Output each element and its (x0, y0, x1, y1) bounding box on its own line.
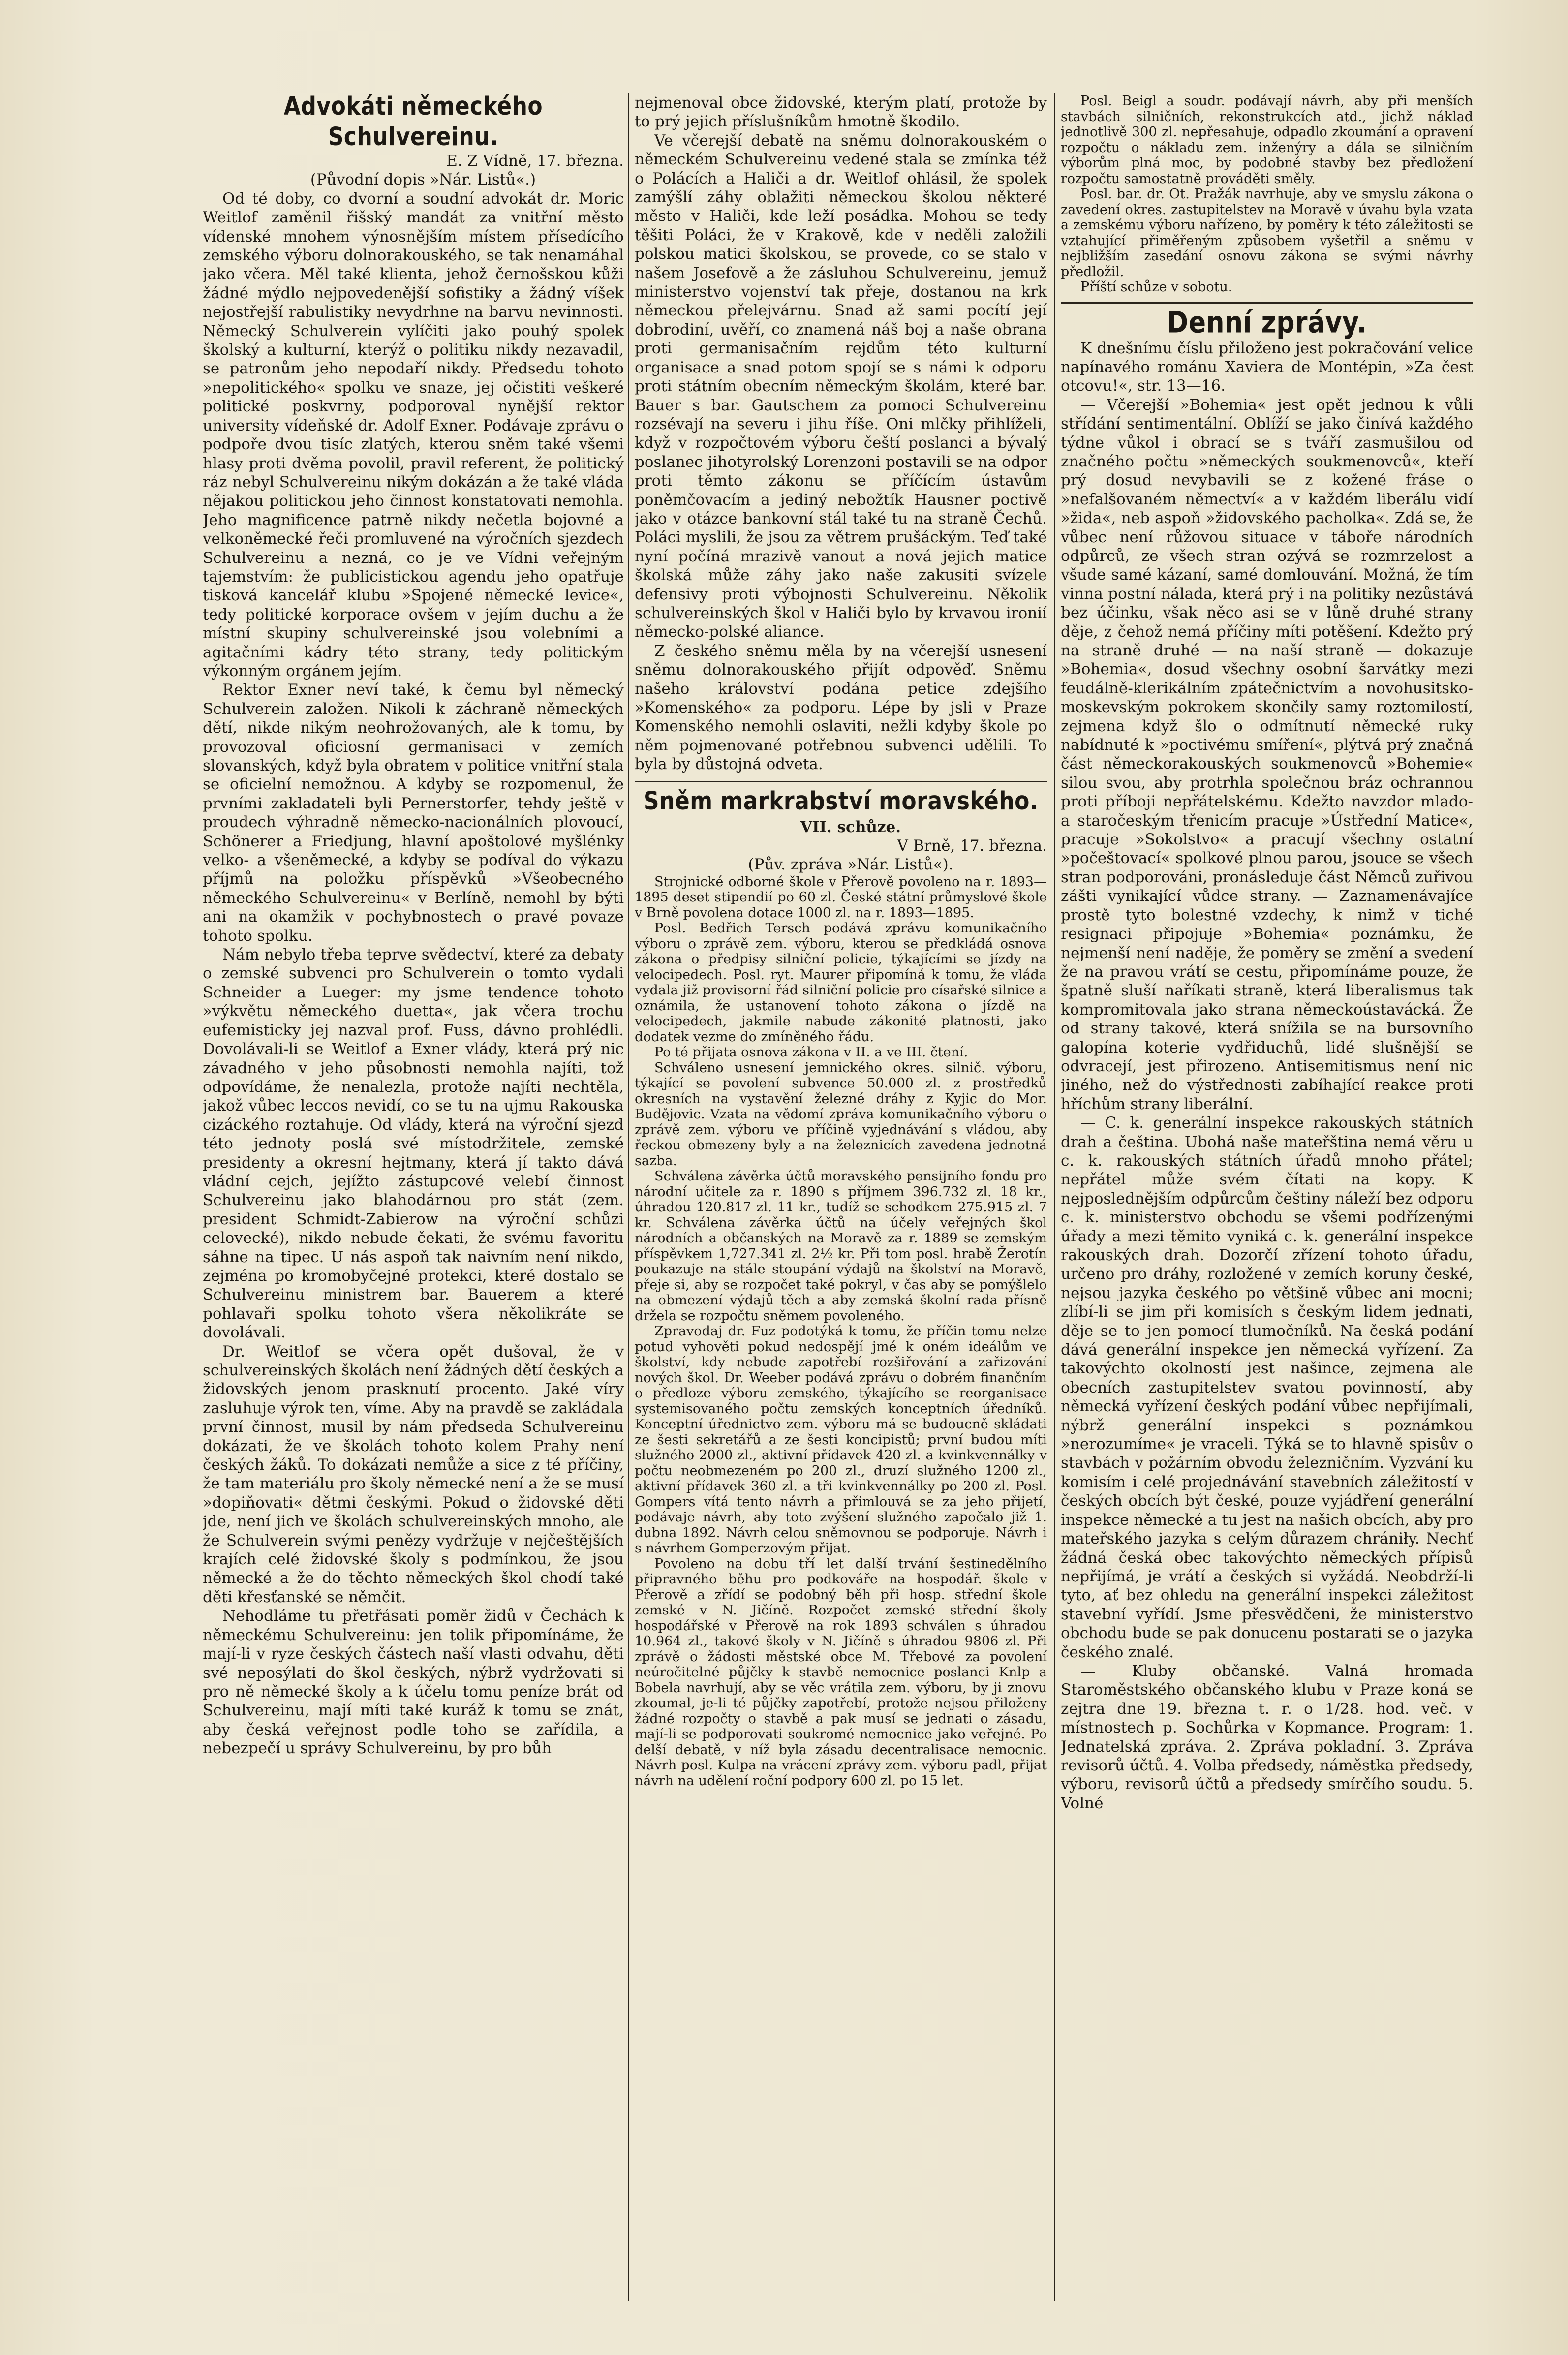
paragraph: Posl. bar. dr. Ot. Pražák navrhuje, aby ve smyslu zákona o zavedení okres. zastupitelstev na Moravě v úvahu byla vzata a zemskému výboru nařízeno, by poměry k této záležitosti se vztahující přiměřeným způsobem vyšetřil a sněmu v nejbližším zasedání osnovu zákona se svými návrhy předložil. (1061, 186, 1473, 279)
source-note: (Pův. zpráva »Nár. Listů«). (748, 856, 953, 874)
section-headline: Denní zprávy. (1167, 306, 1367, 340)
dateline: E. Z Vídně, 17. března. (446, 152, 624, 170)
column-2 (635, 93, 1047, 2301)
paragraph: Schváleno usnesení jemnického okres. silnič. výboru, týkající se povolení subvence 50.000 zl. z prostředků okresních na vystavění železné dráhy z Kyjic do Mor. Budějovic. Vzata na vědomí zpráva komunikačního výboru o zprávě zem. výboru ve příčině vyjednávání s vládou, aby řeckou obmezeny byly a na železnicích zavedena jednotná sazba. (635, 1060, 1047, 1169)
paragraph: Příští schůze v sobotu. (1080, 279, 1232, 295)
column-rule (628, 93, 629, 2301)
paragraph: Povoleno na dobu tří let další trvání šestinedělního připravného běhu pro podkováře na hospodář. škole v Přerově a zřídí se podobný běh při hosp. střední škole zemské v N. Jičíně. Rozpočet zemské střední školy hospodářské v Přerově na rok 1893 schválen s úhradou 10.964 zl., takové školy v N. Jičíně s úhradou 9806 zl. Při zprávě o žádosti městské obce M. Třebové za povolení neúročitelné půjčky k stavbě nemocnice poslanci Knlp a Bobela navrhují, aby se věc vrátila zem. výboru, by ji znovu zkoumal, je-li té půjčky zapotřebí, protože nejsou přiloženy žádné rozpočty o stavbě a pak musí se jednati o zásadu, mají-li se podporovati soukromé nemocnice jako veřejné. Po delší debatě, v níž byla zásadu decentralisace nemocnic. Návrh posl. Kulpa na vrácení zprávy zem. výboru padl, přijat návrh na udělení roční podpory 600 zl. po 15 let. (635, 1556, 1047, 1789)
paragraph: Posl. Beigl a soudr. podávají návrh, aby při menších stavbách silničních, rekonstrukcích atd., jichž náklad jednotlivě 300 zl. nepřesahuje, odpadlo zkoumání a opravení rozpočtu o nákladu zem. inženýry a dála se silničním výborům plná moc, by podobné stavby bez předložení rozpočtu samostatně prováděti směly. (1061, 93, 1473, 186)
paragraph: Dr. Weitlof se včera opět dušoval, že v schulvereinských školách není žádných dětí českých a židovských jenom prasknutí procento. Jaké víry zasluhuje výrok ten, víme. Aby na pravdě se zakládala první činnost, musil by nám předseda Schulvereinu dokázati, že ve školách tohoto kolem Prahy není českých žáků. To dokázati nemůže a sice z té příčiny, že tam materiálu pro školy německé není a že se musí »dopiňovati« dětmi českými. Pokud o židovské děti jde, není jich ve školách schulvereinských mnoho, ale že Schulverein svými penězy vydržuje v nejčeštějších krajích celé židovské školy s podmínkou, že jsou německé a že do těchto německých škol chodí také děti křesťanské se němčit. (203, 1342, 624, 1606)
paragraph: Z českého sněmu měla by na včerejší usnesení sněmu dolnorakouského přijít odpověď. Sněmu našeho království podána petice zdejšího »Komenského« za podporu. Lépe by jsli v Praze Komenského nemohli oslaviti, nežli kdyby škole po něm pojmenované potřebnou subvenci udělili. To byla by důstojná odveta. (635, 642, 1047, 774)
paragraph: Rektor Exner neví také, k čemu byl německý Schulverein založen. Nikoli k záchraně německých dětí, nikde nikým neohrožovaných, ale k tomu, by provozoval oficiosní germanisaci v zemích slovanských, když byla obratem v politice vnitřní stala se oficielní nemožnou. A kdyby se rozpomenul, že prvními zakladateli byli Pernerstorfer, tehdy ještě v proudech výhradně německo-nacionálních plovoucí, Schönerer a Friedjung, hlavní apoštolové myšlénky velko- a všeněmecké, a kdyby se podíval do výkazu příjmů na položku příspěvků »Všeobecného německého Schulvereinu« v Berlíně, nemohl by býti ani na okamžik v pochybnostech o pravé povaze tohoto spolku. (203, 681, 624, 945)
news-item: K dnešnímu číslu přiloženo jest pokračování velice napínavého románu Xaviera de Montépin, »Za čest otcovu!«, str. 13—16. (1061, 339, 1473, 395)
paragraph: nejmenoval obce židovské, kterým platí, protože by to prý jejich příslušníkům hmotně škodilo. (635, 94, 1047, 131)
source-note: (Původní dopis »Nár. Listů«.) (310, 171, 536, 189)
section-divider (1061, 302, 1473, 304)
column-3 (1061, 93, 1473, 2301)
paragraph: Nám nebylo třeba teprve svědectví, které za debaty o zemské subvenci pro Schulverein o tomto vydali Schneider a Lueger: my jsme tendence tohoto »výkvětu německého duetta«, jak včera trochu eufemisticky jej nazval prof. Fuss, dávno prohlédli. Dovolávali-li se Weitlof a Exner vlády, která prý nic závadného v jeho působnosti nemohla najíti, tož odpovídáme, že nenalezla, protože najíti nechtěla, jakož vůbec leccos nevidí, co se tu na ujmu Rakouska cizáckého roztahuje. Od vlády, která na výroční sjezd této jednoty poslá své místodržitele, zemské presidenty a okresní hejtmany, která jí takto dává vládní cejch, jejížto zástupcové velebí činnost Schulvereinu jako blahodárnou pro stát (zem. president Schmidt-Zabierow na výroční schůzi celovecké), nikdo nebude čekati, že svému favoritu sáhne na tipec. U nás aspoň tak naivním není nikdo, zejména po kromobyčejné protekci, které dostalo se Schulvereinu ministrem bar. Bauerem a které pohlavaři spolku tohoto všera několikráte se dovolávali. (203, 946, 624, 1342)
paragraph: Nehodláme tu přetřásati poměr židů v Čechách k německému Schulvereinu: jen tolik připomínáme, že mají-li v ryze českých částech naší vlasti odvahu, děti své neposýlati do škol českých, nýbrž vydržovati si pro ně německé školy a k účelu tomu peníze brát od Schulvereinu, mají míti také kuráž k tomu se znát, aby česká veřejnost podle toho se zařídila, a nebezpečí u správy Schulvereinu, by pro bůh (203, 1607, 624, 1758)
news-item: — Kluby občanské. Valná hromada Staroměstského občanského klubu v Praze koná se zejtra dne 19. března t. r. o 1/28. hod. več. v místnostech p. Sochůrka v Kopmance. Program: 1. Jednatelská zpráva. 2. Zpráva pokladní. 3. Zpráva revisorů účtů. 4. Volba předsedy, náměstka předsedy, výboru, revisorů účtů a předsedy smírčího soudu. 5. Volné (1061, 1662, 1473, 1812)
session-number: VII. schůze. (800, 818, 901, 836)
news-item: — Včerejší »Bohemia« jest opět jednou k vůli střídání sentimentální. Oblíží se jako činívá každého týdne vůkol i obrací se s tváří zasmušilou od značného počtu »německých soukmenovců«, kteří prý dosud nevybavili se z kožené fráse o »nefalšovaném němectví« a v každém liberálu vidí »žida«, neb aspoň »židovského pacholka«. Zdá se, že vůbec není růžovou situace v táboře národních odpůrců, ze všech stran ozývá se rozmrzelost a všude samé kázaní, samé domlouvání. Možná, že tím vinna postní nálada, která prý i na politiky nezůstává bez účinku, však něco asi se v lůně druhé strany děje, z čehož nemá příčiny míti potěšení. Kdežto prý na straně druhé — na naší straně — dokazuje »Bohemia«, dosud všechny osobní šarvátky mezi feudálně-klerikálním zpátečnictvím a novohusitsko-moskevským pokrokem skončily samy roztomilostí, zejmena když šlo o odmítnutí německé ruky nabídnuté k »poctivému smíření«, plýtvá prý značná část německorakouských soukmenovců »Bohemie« silou svou, aby protrhla společnou bráz ochrannou proti příboji nepřátelskému. Kdežto navzdor mlado- a staročeským třenicím pracuje »Ústřední Matice«, pracuje »Sokolstvo« a pracují všechny ostatní »počeštovací« spolkové plnou parou, jsouce se všech stran podporováni, pronásleduje část Němců zuřivou zášti vynikající vůdce strany. — Zaznamenávajíce prostě tyto bolestné vzdechy, k nimž v tiché resignaci připojuje »Bohemia« poznámku, že nejmenší není naděje, že poměry se změní a svedení že na pravou vrátí se cestu, připomínáme pouze, že špatně sluší naříkati straně, která liberalismus tak kompromitovala jako strana německoústavácká. Že od strany takové, která snížila se na bursovního galopína koterie vydřiduchů, lidé slušnější se odvracejí, jest přirozeno. Antisemitismus není nic jiného, než do výstřednosti zabíhající reakce proti hříchům strany liberální. (1061, 396, 1473, 1113)
article-headline: Sněm markrabství moravského. (643, 786, 1039, 816)
paragraph: Ve včerejší debatě na sněmu dolnorakouském o německém Schulvereinu vedené stala se zmínka též o Polácích a Haliči a dr. Weitlof ohlásil, že spolek zamýšlí záhy oblažiti německou školou některé město v Haliči, kde leží posádka. Mohou se tedy těšiti Poláci, že v Krakově, kde v neděli založili polskou matici školskou, se provede, co se stalo v našem Josefově a že zásluhou Schulvereinu, jemuž ministerstvo vojenství tak přeje, dostanou na krk německou přelejvárnu. Snad až sami pocítí její dobrodiní, uvěří, co znamená náš boj a naše obrana proti germanisačním rejdům této kulturní organisace a snad potom spojí se s námi k odporu proti státním obecním německým školám, které bar. Bauer s bar. Gautschem za pomoci Schulvereinu rozsévají na severu i jihu říše. Oni mlčky přihlíželi, když v rozpočtovém výboru čeští poslanci a bývalý poslanec jihotyrolský Lorenzoni postavili se na odpor proti těmto zákonu se příčícím ústavům poněmčovacím a jediný nebožtík Hausner poctivě jako v otázce bankovní stál také tu na straně Čechů. Poláci myslili, že jsou za větrem prušáckým. Teď také nyní počíná mrazivě vanout a nová jejich matice školská může záhy jako naše zakusiti svízele defensivy proti výbojnosti Schulvereinu. Několik schulvereinských škol v Haliči bylo by krvavou ironií německo-polské aliance. (635, 131, 1047, 641)
article-headline: Advokáti německého Schulvereinu. (283, 93, 543, 152)
paragraph: Zpravodaj dr. Fuz podotýká k tomu, že příčin tomu nelze potud vyhověti pokud nedospějí jmé k oném ideálům ve školství, kdy nebude zapotřebí rozšiřování a zařizování nových škol. Dr. Weeber podává zprávu o dobrém finančním o předloze výboru zemského, týkajícího se reorganisace systemisovaného počtu zemských konceptních úředníků. Konceptní úřednictvo zem. výboru má se budoucně skládati ze šesti sekretářů a ze šesti koncipistů; první budou míti služného 2000 zl., aktivní přídavek 420 zl. a kvinkvennálky v počtu neobmezeném po 200 zl., druzí služného 1200 zl., aktivní přídavek 360 zl. a tři kvinkvennálky po 200 zl. Posl. Gompers vítá tento návrh a přimlouvá se za jeho přijetí, podávaje návrh, aby toto zvýšení služného započalo již 1. dubna 1892. Návrh celou sněmovnou se podporuje. Návrh i s návrhem Gomperzovým přijat. (635, 1324, 1047, 1556)
dateline: V Brně, 17. března. (897, 837, 1047, 855)
paragraph: Od té doby, co dvorní a soudní advokát dr. Moric Weitlof zaměnil řišský mandát za vnitřní město vídenské mnohem výnosnějším místem přísedícího zemského výboru dolnorakouského, se tak nenamáhal jako včera. Měl také klienta, jehož černošskou kůži žádné mýdlo nejpovedenější sofistiky a žádný víšek nejostřejší rabulistiky nevydrhne na barvu nevinnosti. Německý Schulverein vylíčiti jako pouhý spolek školský a kulturní, kterýž o politiku nikdy nezavadil, se patronům jeho nepodaří nikdy. Předsedu tohoto »nepolitického« spolku ve snaze, jej očistiti veškeré politické poskvrny, podporoval nynější rektor university vídeňské dr. Adolf Exner. Podávaje zprávu o podpoře dvou tisíc zlatých, kterou sněm také všemi hlasy proti dvěma povolil, pravil referent, že politický ráz nebyl Schulvereinu nikým dokázán a že také vláda nějakou politickou jeho činnost konstatovati nemohla. Jeho magnificence patrně nikdy nečetla bojovné a velkoněmecké řeči promluvené na výročních sjezdech Schulvereinu a nezná, co je ve Vídni veřejným tajemstvím: že publicistickou agendu jeho opatřuje tisková kancelář klubu »Spojené německé levice«, tedy politické korporace ovšem v jejím duchu a že místní skupiny schulvereinské jsou volebními a agitačními kádry této strany, tedy politickým výkonným orgánem jejím. (203, 189, 624, 680)
paragraph: Schválena závěrka účtů moravského pensijního fondu pro národní učitele za r. 1890 s příjmem 396.732 zl. 18 kr., úhradou 120.817 zl. 11 kr., tudíž se schodkem 275.915 zl. 7 kr. Schválena závěrka účtů na účely veřejných škol národních a občanských na Moravě za r. 1889 se zemským příspěvkem 1,727.341 zl. 2½ kr. Při tom posl. hrabě Žerotín poukazuje na stále stoupání výdajů na školství na Moravě, přeje si, aby se rozpočet také pokryl, v čas aby se pomýšlelo na obmezení výdajů těch a aby zemská školní rada přísně držela se rozpočtu sněmem povoleného. (635, 1169, 1047, 1324)
news-item: — C. k. generální inspekce rakouských státních drah a čeština. Ubohá naše mateřština nemá věru u c. k. rakouských státních úřadů mnoho přátel; nepřátel může svém čítati na kopy. K nejposlednějším odpůrcům češtiny náleží bez odporu c. k. ministerstvo obchodu se všemi podřízenými úřady a mezi těmito vyniká c. k. generální inspekce rakouských drah. Dozorčí zřízení tohoto úřadu, určeno pro dráhy, rozložené v zemích koruny české, nejsou jazyka českého po většině vůbec ani mocni; zlíbí-li se jim při komisích s českým lidem jednati, děje se to jen pomocí tlumočníků. Na česká podání dává generální inspekce jen německá vyřízení. Za takovýchto okolností jest našince, zejmena ale obecních zastupitelstev svatou povinností, aby německá vyřízení českých podání vůbec nepřijímali, nýbrž generální inspekci s poznámkou »nerozumíme« je vraceli. Týká se to hlavně spisův o stavbách v požárním obvodu železničním. Vyzvání ku komisím i celé projednávání stavebních záležitostí v českých obcích být české, pouze vyjádření generální inspekce německé a tu jest na našich obcích, aby pro mateřského jazyka s celým důrazem chrániły. Nechť žádná česká obec takovýchto německých přípisů nepřijímá, je vrátí a českých si vyžádá. Neobdrží-li tyto, ať bez ohledu na generální inspekci záležitost stavební vyřídí. Jsme přesvědčeni, že ministerstvo obchodu bude se pak donucenu postarati se o jazyka českého znalé. (1061, 1114, 1473, 1661)
paragraph: Po té přijata osnova zákona v II. a ve III. čtení. (654, 1045, 968, 1060)
paragraph: Posl. Bedřich Tersch podává zprávu komunikačního výboru o zprávě zem. výboru, kterou se předkládá osnova zákona o předpisy silniční policie, týkajícími se jízdy na velocipedech. Posl. ryt. Maurer připomíná k tomu, že vláda vydala již provisorní řád silniční policie pro císařské silnice a oznámila, že ustanovení tohoto zákona o jízdě na velocipedech, jakmile nabude zákonité platnosti, jako dodatek vezme do zmíněného řádu. (635, 921, 1047, 1045)
section-divider (635, 781, 1047, 782)
column-1 (203, 93, 624, 2301)
column-rule (1054, 93, 1055, 2301)
paragraph: Strojnické odborné škole v Přerově povoleno na r. 1893—1895 deset stipendií po 60 zl. České státní průmyslové škole v Brně povolena dotace 1000 zl. na r. 1893—1895. (635, 874, 1047, 921)
